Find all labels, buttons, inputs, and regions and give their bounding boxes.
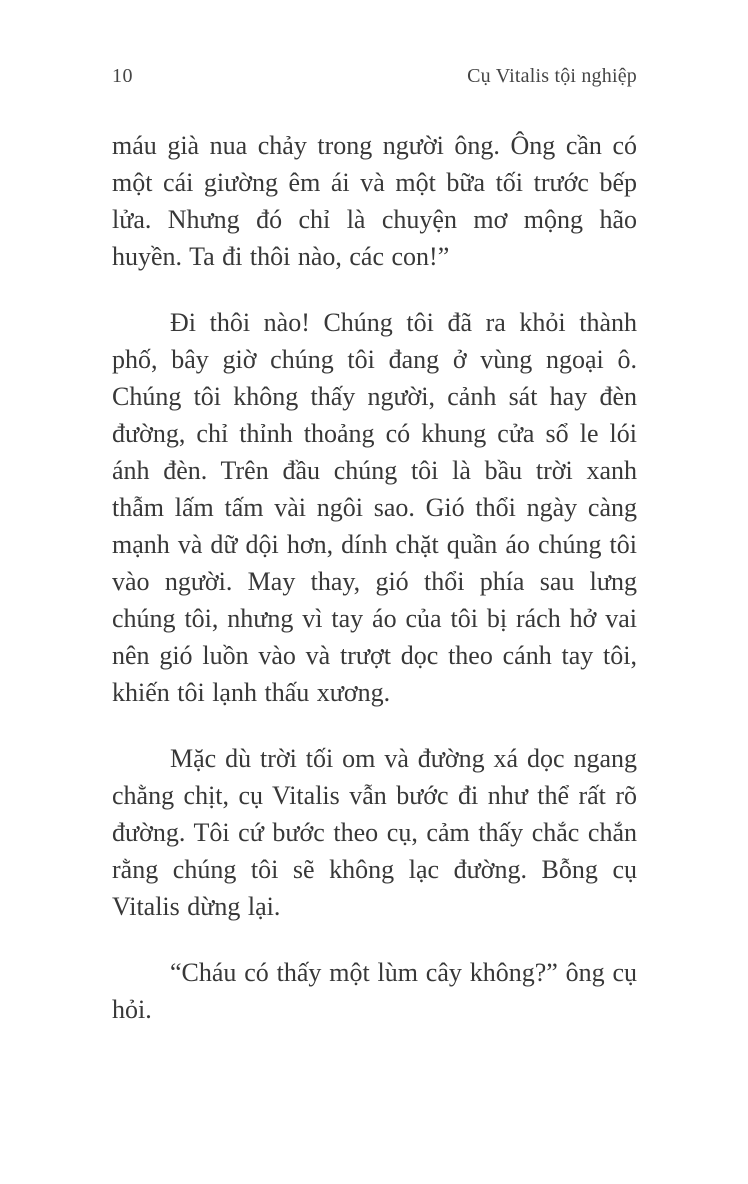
paragraph: máu già nua chảy trong người ông. Ông cần có một cái giường êm ái và một bữa tối trước bếp lửa. Nhưng đó chỉ là chuyện mơ mộng hão huyền. Ta đi thôi nào, các con!” [112,131,637,271]
running-title: Cụ Vitalis tội nghiệp [467,65,637,87]
page-body-text [112,127,637,1028]
running-header [112,64,637,88]
paragraph: “Cháu có thấy một lùm cây không?” ông cụ hỏi. [112,958,637,1024]
page-number: 10 [112,65,133,87]
paragraph: Mặc dù trời tối om và đường xá dọc ngang chằng chịt, cụ Vitalis vẫn bước đi như thể rất rõ đường. Tôi cứ bước theo cụ, cảm thấy chắc chắn rằng chúng tôi sẽ không lạc đường. Bỗng cụ Vitalis dừng lại. [112,744,637,921]
paragraph-list [112,127,637,1028]
paragraph: Đi thôi nào! Chúng tôi đã ra khỏi thành phố, bây giờ chúng tôi đang ở vùng ngoại ô. Chúng tôi không thấy người, cảnh sát hay đèn đường, chỉ thỉnh thoảng có khung cửa sổ le lói ánh đèn. Trên đầu chúng tôi là bầu trời xanh thẫm lấm tấm vài ngôi sao. Gió thổi ngày càng mạnh và dữ dội hơn, dính chặt quần áo chúng tôi vào người. May thay, gió thổi phía sau lưng chúng tôi, nhưng vì tay áo của tôi bị rách hở vai nên gió luồn vào và trượt dọc theo cánh tay tôi, khiến tôi lạnh thấu xương. [112,308,637,707]
